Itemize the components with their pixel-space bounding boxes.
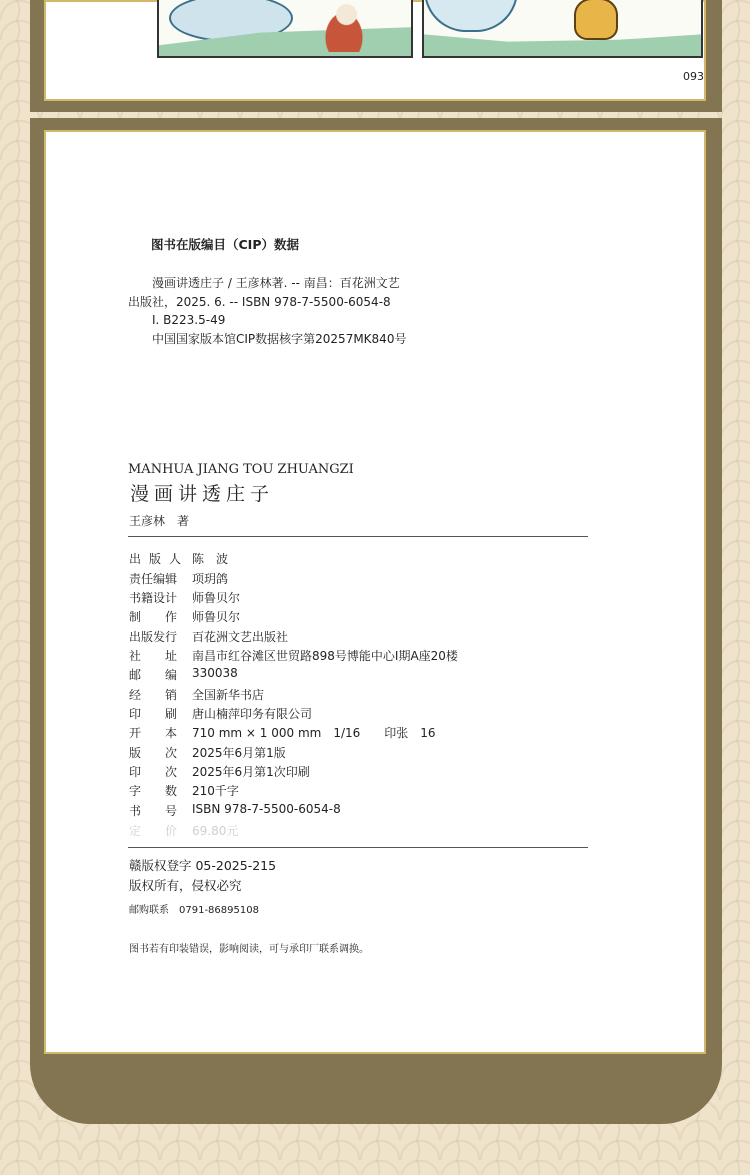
info-label-char: 出 (129, 552, 142, 566)
info-label (129, 686, 177, 703)
cip-line: Ⅰ. B223.5-49 (152, 313, 226, 327)
info-label-char: 书 (129, 804, 142, 818)
cip-heading: 图书在版编目（CIP）数据 (151, 237, 299, 252)
info-label-char: 刷 (164, 707, 177, 721)
copyright-registration: 赣版权登字 05-2025-215 (129, 858, 277, 873)
info-value: ISBN 978-7-5500-6054-8 (192, 802, 341, 816)
comic-panel-left (157, 0, 413, 58)
info-value: 南昌市红谷滩区世贸路898号博能中心Ⅰ期A座20楼 (192, 649, 458, 663)
mist-illustration (424, 0, 518, 32)
info-value: 陈 波 (192, 552, 229, 566)
info-label: 责任编辑 (129, 572, 178, 586)
info-label-char: 邮 (129, 668, 142, 682)
info-label-char: 号 (164, 804, 177, 818)
divider-line (128, 536, 588, 537)
info-label (129, 550, 181, 567)
info-label-char: 版 (129, 746, 142, 760)
info-label-char: 作 (164, 610, 177, 624)
info-label-char: 编 (164, 668, 177, 682)
divider-line (128, 847, 588, 848)
running-child-illustration (319, 4, 369, 52)
info-label (129, 647, 177, 664)
seated-figure-illustration (574, 0, 618, 40)
info-label (129, 744, 177, 761)
info-value: 2025年6月第1版 (192, 746, 286, 760)
info-label-char: 印 (129, 765, 142, 779)
book-author: 王彦林 著 (129, 514, 190, 528)
info-label-char: 版 (148, 552, 161, 566)
info-value: 百花洲文艺出版社 (192, 630, 289, 644)
info-label (129, 822, 177, 839)
info-value: 2025年6月第1次印刷 (192, 765, 310, 779)
cip-line: 漫画讲透庄子 / 王彦林著. -- 南昌：百花洲文艺 (152, 276, 400, 290)
info-value: 69.80元 (192, 824, 239, 838)
info-value: 330038 (192, 666, 238, 680)
comic-panel-right (422, 0, 703, 58)
info-label (129, 608, 177, 625)
info-label-char: 经 (129, 688, 142, 702)
info-value: 210千字 (192, 784, 239, 798)
rights-notice: 版权所有，侵权必究 (129, 878, 242, 893)
info-label-char: 社 (129, 649, 142, 663)
info-value: 师鲁贝尔 (192, 610, 241, 624)
info-label (129, 666, 177, 683)
info-label-char: 数 (164, 784, 177, 798)
mail-order-contact: 邮购联系 0791-86895108 (129, 905, 259, 916)
info-label (129, 705, 177, 722)
info-label-char: 次 (164, 765, 177, 779)
info-label-char: 人 (168, 552, 181, 566)
book-title-pinyin: MANHUA JIANG TOU ZHUANGZI (128, 462, 354, 477)
info-label-char: 次 (164, 746, 177, 760)
cip-line: 出版社，2025. 6. -- ISBN 978-7-5500-6054-8 (128, 295, 391, 309)
info-label (129, 763, 177, 780)
info-label-char: 印 (129, 707, 142, 721)
info-label-char: 价 (164, 824, 177, 838)
print-error-notice: 图书若有印装错误，影响阅读，可与承印厂联系调换。 (129, 944, 369, 955)
info-label (129, 802, 177, 819)
cip-line: 中国国家版本馆CIP数据核字第20257MK840号 (152, 332, 407, 346)
page-number: 093 (683, 70, 704, 83)
info-value: 师鲁贝尔 (192, 591, 241, 605)
info-label-char: 制 (129, 610, 142, 624)
info-label-char: 开 (129, 726, 142, 740)
info-label (129, 724, 177, 741)
book-title: 漫画讲透庄子 (130, 483, 275, 505)
info-label (129, 782, 177, 799)
info-label: 出版发行 (129, 630, 178, 644)
comic-page (44, 0, 706, 101)
info-label-char: 定 (129, 824, 142, 838)
info-value: 唐山楠萍印务有限公司 (192, 707, 313, 721)
info-label-char: 址 (164, 649, 177, 663)
info-label-char: 字 (129, 784, 142, 798)
info-value: 710 mm × 1 000 mm 1/16 印张 16 (192, 726, 436, 740)
info-value: 项玥鸽 (192, 572, 229, 586)
info-label-char: 销 (164, 688, 177, 702)
info-label-char: 本 (164, 726, 177, 740)
info-label: 书籍设计 (129, 591, 178, 605)
info-value: 全国新华书店 (192, 688, 265, 702)
